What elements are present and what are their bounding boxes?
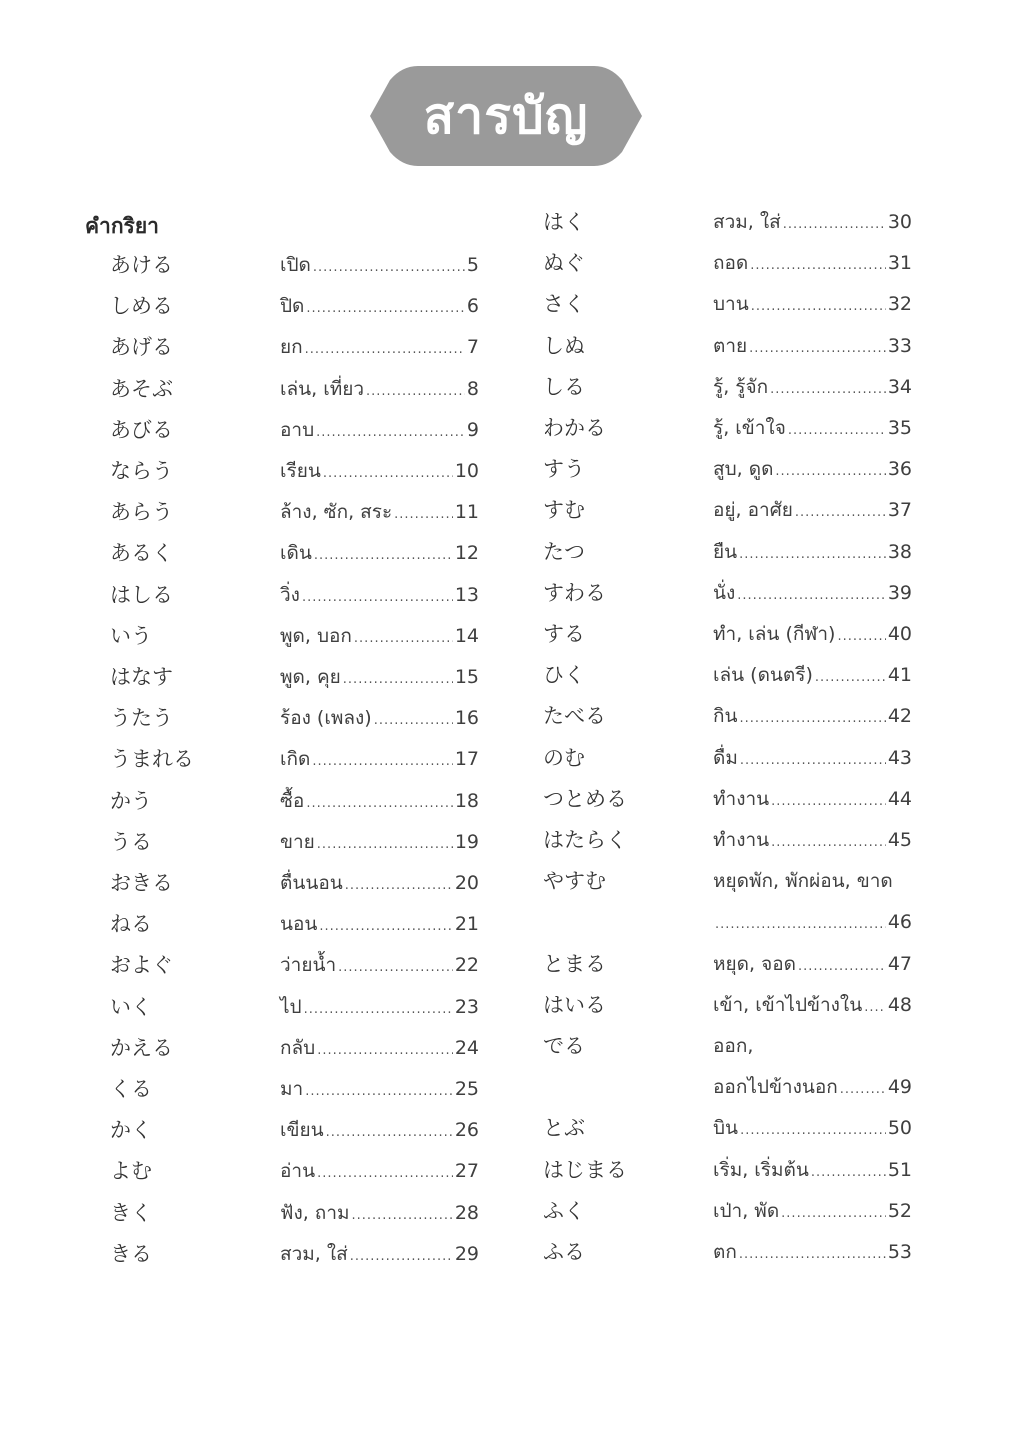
entry-japanese: しる [543,374,585,399]
page-number: 48 [887,993,912,1016]
entry-japanese: はしる [110,582,173,607]
entry-meaning: เข้า, เข้าไปข้างใน [713,993,863,1016]
entry-meaning: บิน [713,1117,739,1140]
entry-meaning: หยุด, จอด [713,952,796,975]
entry-thai [713,949,912,982]
dot-leader [740,704,886,734]
toc-entry[interactable] [0,1155,1028,1185]
page-number: 37 [887,499,912,522]
dot-leader [795,498,886,528]
toc-entry[interactable] [0,331,1028,361]
entry-meaning: ยืน [713,540,738,563]
entry-meaning: รู้, เข้าใจ [713,417,786,439]
entry-meaning: นอน [280,913,318,936]
entry-meaning: สวม, ใส่ [280,1242,348,1265]
entry-meaning: ล้าง, ซัก, สระ [280,501,393,524]
section-heading: คำกริยา [85,214,159,238]
page-number: 53 [887,1241,912,1263]
entry-thai [713,825,912,858]
toc-entry[interactable] [0,866,1028,896]
entry-meaning: ร้อง (เพลง) [280,707,372,730]
page-number: 36 [887,458,912,481]
entry-japanese: およぐ [110,953,173,978]
page-number: 12 [454,542,479,565]
page-number: 34 [887,375,912,398]
page-number: 26 [454,1119,479,1142]
entry-japanese: とまる [543,951,606,976]
dot-leader [739,1240,886,1270]
entry-thai [713,454,912,487]
dot-leader [739,540,886,570]
entry-japanese: よむ [110,1159,152,1184]
dot-leader [837,622,885,652]
entry-meaning: ตื่นนอน [280,872,343,894]
page-number: 31 [887,252,912,275]
page-number: 32 [887,293,912,316]
entry-thai [713,413,912,446]
entry-japanese: うる [110,829,152,854]
entry-meaning: รู้, รู้จัก [713,375,769,398]
page-number: 16 [454,707,479,730]
entry-meaning: เขียน [280,1119,324,1142]
entry-japanese: とぶ [543,1116,585,1141]
toc-entry[interactable] [0,1031,1028,1061]
entry-japanese: かく [110,1118,152,1143]
page-number: 9 [466,418,479,441]
toc-entry[interactable] [0,537,1028,567]
page-number: 51 [887,1158,912,1181]
entry-thai [713,1031,912,1061]
entry-thai [713,866,912,896]
page-number: 20 [454,872,479,894]
page-number: 45 [887,829,912,851]
entry-meaning: หยุดพัก, พักผ่อน, ขาด [713,870,893,893]
entry-meaning: เริ่ม, เริ่มต้น [713,1158,809,1181]
entry-thai [713,578,912,611]
dot-leader [771,828,886,858]
toc-entry[interactable] [0,578,1028,608]
title-badge [370,66,642,166]
page-number: 43 [887,746,912,769]
entry-meaning: ดื่ม [713,746,738,769]
page-number: 28 [454,1201,479,1224]
entry-thai [713,660,912,693]
entry-japanese: はなす [110,665,173,689]
page-number: 25 [454,1078,479,1100]
entry-meaning: ทำงาน [713,829,770,851]
page-number: 24 [454,1036,479,1059]
page-number: 10 [454,460,479,482]
entry-japanese: きる [110,1241,152,1266]
entry-meaning: ตาย [713,334,748,357]
entry-japanese: すわる [543,580,606,605]
page-number: 11 [454,501,479,524]
entry-japanese: ふる [543,1240,585,1264]
toc-entry[interactable] [0,1072,1028,1102]
entry-japanese: くる [110,1077,152,1101]
entry-japanese: すむ [543,498,585,523]
entry-japanese: はじまる [543,1157,627,1182]
dot-leader [815,663,886,693]
entry-japanese: すう [543,457,585,482]
entry-japanese: あるく [110,541,173,566]
entry-meaning: เป่า, พัด [713,1199,780,1222]
entry-meaning: เกิด [280,748,311,771]
entry-japanese: はく [543,210,585,234]
page-number: 22 [454,954,479,977]
entry-meaning: กิน [713,705,738,728]
entry-thai [713,1113,912,1146]
entry-thai [713,1237,912,1270]
entry-japanese: あびる [110,417,173,442]
page-number: 49 [887,1076,912,1099]
entry-thai [713,1196,912,1229]
dot-leader [715,910,886,940]
page-number: 50 [887,1117,912,1140]
dot-leader [770,375,886,405]
entry-japanese: つとめる [543,786,627,811]
page-number: 29 [454,1242,479,1265]
entry-japanese: のむ [543,745,585,770]
entry-thai [713,207,912,240]
toc-entry[interactable] [0,207,1028,237]
page-number: 14 [454,624,479,647]
entry-meaning: มา [280,1078,304,1100]
entry-thai [713,1155,912,1188]
entry-meaning: เดิน [280,542,312,565]
entry-japanese: きく [110,1200,152,1225]
entry-meaning: เล่น (ดนตรี) [713,664,813,687]
entry-meaning: กลับ [280,1036,316,1059]
dot-leader [840,1075,886,1105]
entry-japanese: はいる [543,992,606,1017]
entry-japanese: ぬぐ [543,251,585,276]
entry-meaning: บาน [713,293,749,316]
entry-japanese: いう [110,623,152,648]
dot-leader [750,251,886,281]
entry-thai [713,331,912,364]
entry-japanese: でる [543,1034,585,1058]
page-number: 17 [454,748,479,771]
toc-entry[interactable] [0,660,1028,690]
entry-meaning: ซื้อ [280,789,305,812]
page-title: สารบัญ [423,86,589,145]
dot-leader [864,993,886,1023]
page-number: 8 [466,377,479,400]
dot-leader [811,1158,886,1188]
entry-japanese: やすむ [543,869,606,894]
entry-meaning: เรียน [280,460,321,482]
entry-japanese: ふく [543,1198,585,1223]
toc-entry[interactable] [0,701,1028,731]
dot-leader [783,210,886,240]
page-number: 40 [887,623,912,645]
entry-meaning: วิ่ง [280,583,300,606]
entry-thai [713,784,912,817]
entry-meaning: อาบ [280,418,315,441]
entry-japanese: ならう [110,459,173,483]
page-number: 7 [466,336,479,359]
entry-japanese: する [543,622,585,646]
page-number: 23 [454,995,479,1018]
entry-japanese: しぬ [543,333,585,358]
entry-meaning: สูบ, ดูด [713,458,774,481]
entry-japanese: ひく [543,663,585,688]
entry-thai [713,619,912,652]
dot-leader [788,416,886,446]
entry-thai [713,701,912,734]
entry-thai [713,1072,912,1105]
page-number: 5 [466,254,479,276]
dot-leader [781,1199,886,1229]
page-number: 6 [466,295,479,318]
toc-entry[interactable] [0,784,1028,814]
entry-japanese: わかる [543,416,606,440]
toc-entry[interactable] [0,495,1028,525]
entry-japanese: あそぶ [110,376,173,401]
entry-japanese: あける [110,253,173,277]
toc-entry[interactable] [0,1237,1028,1267]
dot-leader [775,457,885,487]
entry-meaning: พูด, คุย [280,666,341,688]
entry-japanese: かう [110,788,152,813]
entry-japanese: いく [110,994,152,1019]
entry-meaning: อ่าน [280,1160,316,1183]
page-number: 52 [887,1199,912,1222]
entry-japanese: たつ [543,539,585,564]
page-number: 39 [887,581,912,604]
entry-thai [713,990,912,1023]
toc-entry[interactable] [0,248,1028,278]
entry-japanese: はたらく [543,828,627,852]
dot-leader [798,952,886,982]
toc-entry[interactable] [0,990,1028,1020]
entry-thai [713,743,912,776]
entry-japanese: かえる [110,1035,173,1060]
entry-thai [713,289,912,322]
entry-japanese: おきる [110,871,173,895]
page-number: 47 [887,952,912,975]
entry-japanese: あらう [110,500,173,525]
page-number: 44 [887,787,912,810]
page-number: 33 [887,334,912,357]
page-number: 15 [454,666,479,688]
entry-meaning: ทำงาน [713,787,770,810]
page-number: 21 [454,913,479,936]
page-number: 38 [887,540,912,563]
page-number: 13 [454,583,479,606]
toc-entry[interactable] [0,949,1028,979]
dot-leader [771,787,886,817]
toc-entry[interactable] [0,825,1028,855]
entry-japanese: あげる [110,335,173,360]
entry-thai [713,537,912,570]
entry-meaning: ฟัง, ถาม [280,1201,350,1224]
entry-thai [713,495,912,528]
dot-leader [740,1116,886,1146]
entry-japanese: たべる [543,704,606,729]
toc-entry[interactable] [0,1196,1028,1226]
toc-entry[interactable] [0,619,1028,649]
entry-thai [713,372,912,405]
dot-leader [751,292,886,322]
entry-meaning: ว่ายน้ำ [280,954,337,977]
dot-leader [749,334,886,364]
entry-thai [713,907,912,940]
entry-japanese: うたう [110,706,173,731]
entry-thai [713,248,912,281]
entry-japanese: うまれる [110,747,194,772]
dot-leader [740,746,886,776]
page-number: 42 [887,705,912,728]
entry-meaning: นั่ง [713,581,736,604]
entry-meaning: ออกไปข้างนอก [713,1076,838,1099]
toc-entry[interactable] [0,372,1028,402]
dot-leader [737,581,886,611]
entry-japanese: ねる [110,912,152,937]
entry-meaning: ทำ, เล่น (กีฬา) [713,623,836,645]
entry-meaning: สวม, ใส่ [713,211,781,233]
page-number: 35 [887,417,912,439]
page-number: 41 [887,664,912,687]
toc-entry[interactable] [0,1113,1028,1143]
page-number: 30 [887,211,912,233]
entry-meaning: ยก [280,336,303,359]
entry-meaning: ไป [280,995,302,1018]
toc-entry[interactable] [0,289,1028,319]
entry-meaning: ตก [713,1241,737,1263]
entry-meaning: ขาย [280,830,315,853]
entry-japanese: さく [543,292,585,317]
entry-japanese: しめる [110,294,173,319]
toc-entry[interactable] [0,413,1028,443]
entry-meaning: เล่น, เที่ยว [280,377,365,400]
page-number: 27 [454,1160,479,1183]
entry-meaning: ออก, [713,1035,754,1057]
page-number: 18 [454,789,479,812]
toc-entry[interactable] [0,907,1028,937]
entry-meaning: ถอด [713,252,749,275]
toc-entry[interactable] [0,743,1028,773]
entry-meaning: เปิด [280,254,311,276]
page-number: 46 [887,911,912,934]
entry-meaning: พูด, บอก [280,624,352,647]
toc-entry[interactable] [0,454,1028,484]
entry-meaning: ปิด [280,295,305,318]
page-number: 19 [454,830,479,853]
entry-meaning: อยู่, อาศัย [713,499,793,522]
